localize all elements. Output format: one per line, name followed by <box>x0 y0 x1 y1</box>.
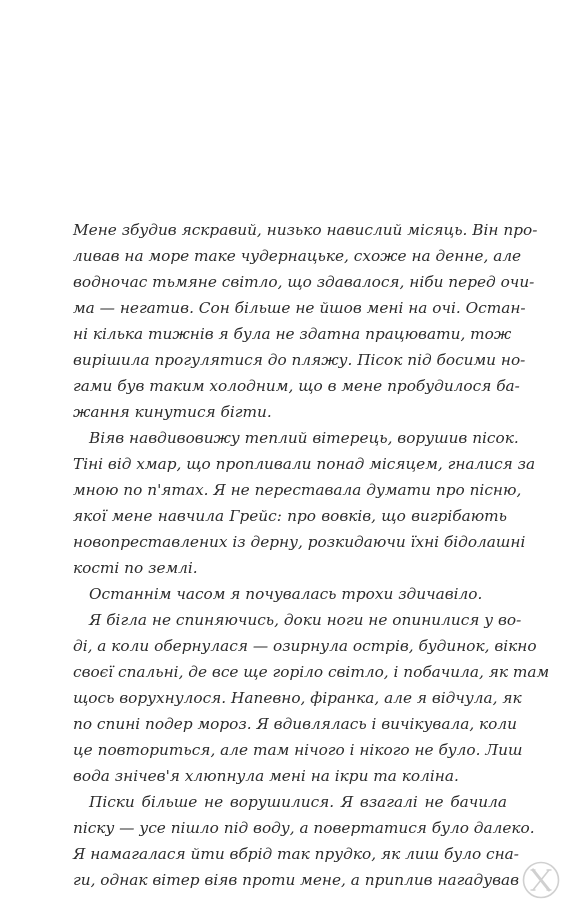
text-line: щось ворухнулося. Напевно, фіранка, але я відчула, як <box>73 689 522 707</box>
text-line: своєї спальні, де все ще горіло світло, і побачила, як там <box>73 663 550 681</box>
text-line: гами був таким холодним, що в мене пробудилося ба- <box>73 377 520 395</box>
text-line: вирішила прогулятися до пляжу. Пісок під босими но- <box>73 351 526 369</box>
text-line: ливав на море таке чудернацьке, схоже на денне, але <box>73 247 522 265</box>
body-text <box>73 217 550 893</box>
text-line: ги, однак вітер віяв проти мене, а приплив нагадував <box>73 871 519 889</box>
text-line: Віяв навдивовижу теплий вітерець, ворушив пісок. <box>89 429 519 447</box>
text-line: якої мене навчила Грейс: про вовків, що вигрібають <box>73 507 507 525</box>
text-line: Останнім часом я почувалась трохи здичавіло. <box>89 585 483 603</box>
text-line: Тіні від хмар, що пропливали понад місяцем, гналися за <box>73 455 536 473</box>
text-line: жання кинутися бігти. <box>73 403 272 421</box>
text-line: кості по землі. <box>73 559 198 577</box>
text-line: ні кілька тижнів я була не здатна працювати, тож <box>73 325 512 343</box>
text-line: вода знічев'я хлюпнула мені на ікри та коліна. <box>73 767 459 785</box>
text-line: це повториться, але там нічого і нікого не було. Лиш <box>73 741 523 759</box>
text-line: Я бігла не спиняючись, доки ноги не опинилися у во- <box>89 611 522 629</box>
text-line: Я намагалася йти вбрід так прудко, як лиш було сна- <box>73 845 519 863</box>
text-line: по спині подер мороз. Я вдивлялась і вичікувала, коли <box>73 715 517 733</box>
text-line: мною по п'ятах. Я не переставала думати про пісню, <box>73 481 522 499</box>
text-line: ма — негатив. Сон більше не йшов мені на очі. Остан- <box>73 299 526 317</box>
text-line: Піски більше не ворушилися. Я взагалі не бачила <box>89 793 507 811</box>
text-line: піску — усе пішло під воду, а повертатися було далеко. <box>73 819 535 837</box>
text-line: ді, а коли обернулася — озирнула острів, будинок, вікно <box>73 637 537 655</box>
text-line: новопреставлених із дерну, розкидаючи їхні бідолашні <box>73 533 526 551</box>
text-line: водночас тьмяне світло, що здавалося, ніби перед очи- <box>73 273 535 291</box>
text-line: Мене збудив яскравий, низько навислий місяць. Він про- <box>73 221 538 239</box>
x-logo-icon <box>522 861 560 899</box>
